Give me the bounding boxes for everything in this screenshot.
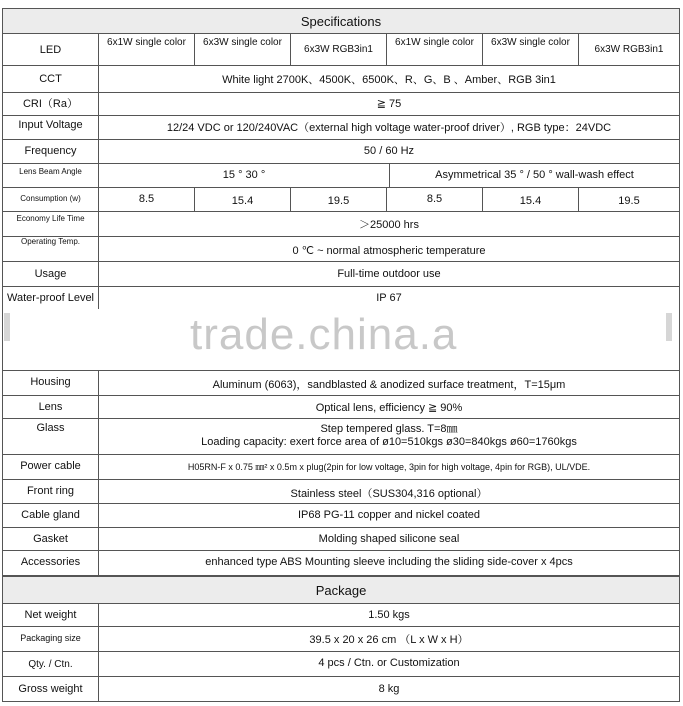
glass-values (99, 419, 679, 454)
consumption-row (2, 188, 680, 212)
accessories-label: Accessories (3, 551, 99, 575)
qty-label: Qty. / Ctn. (3, 652, 99, 676)
led-label: LED (3, 34, 99, 65)
consumption-value-5: 15.4 (483, 188, 579, 211)
package-header (2, 576, 680, 604)
watermark: trade.china.a (190, 310, 458, 359)
watermark-mark-left (4, 313, 10, 341)
cri-row (2, 93, 680, 116)
life-row (2, 212, 680, 237)
qty-value: 4 pcs / Ctn. or Customization (318, 657, 460, 669)
lens-value: Optical lens, efficiency ≧ 90% (315, 402, 463, 414)
beam-asymmetrical: Asymmetrical 35 ° / 50 ° wall-wash effect (435, 169, 634, 181)
consumption-value-2: 15.4 (195, 188, 291, 211)
beam-label: Lens Beam Angle (3, 164, 99, 187)
gland-value: IP68 PG-11 copper and nickel coated (297, 509, 481, 521)
ring-row (2, 480, 680, 504)
net-weight-label: Net weight (3, 604, 99, 626)
accessories-row (2, 551, 680, 576)
led-col-2: 6x3W single color (195, 34, 291, 65)
usage-value: Full-time outdoor use (337, 268, 441, 280)
glass-label: Glass (3, 419, 99, 454)
gland-row (2, 504, 680, 528)
housing-value: Aluminum (6063)，sandblasted & anodized surface treatment，T=15μm (212, 379, 566, 391)
usage-row (2, 262, 680, 287)
cable-label: Power cable (3, 455, 99, 479)
consumption-value-6: 19.5 (618, 195, 640, 207)
consumption-value-1: 8.5 (99, 188, 195, 211)
cct-row (2, 66, 680, 93)
led-col-6: 6x3W RGB3in1 (594, 44, 664, 55)
packaging-size-label: Packaging size (3, 627, 99, 651)
housing-label: Housing (3, 371, 99, 395)
led-col-5: 6x3W single color (483, 34, 579, 65)
led-col-4: 6x1W single color (387, 34, 483, 65)
temp-row (2, 237, 680, 262)
led-col-3: 6x3W RGB3in1 (291, 34, 387, 65)
watermark-mark-right (666, 313, 672, 341)
gross-weight-label: Gross weight (3, 677, 99, 701)
voltage-value: 12/24 VDC or 120/240VAC（external high voltage water-proof driver）, RGB type：24VDC (166, 122, 612, 134)
cri-label: CRI（Ra） (3, 93, 99, 115)
package-title: Package (315, 582, 367, 598)
waterproof-row (2, 287, 680, 371)
led-cells (99, 34, 679, 65)
cable-value: H05RN-F x 0.75 ㎜² x 0.5m x plug(2pin for low voltage, 3pin for high voltage, 4pin for RGB), UL/VDE. (187, 462, 591, 472)
ring-value: Stainless steel（SUS304,316 optional） (290, 488, 488, 500)
packaging-size-row (2, 627, 680, 652)
packaging-size-value: 39.5 x 20 x 26 cm （L x W x H） (309, 634, 469, 646)
led-col-1: 6x1W single color (99, 34, 195, 65)
qty-row (2, 652, 680, 677)
gasket-value: Molding shaped silicone seal (318, 533, 460, 545)
cct-label: CCT (3, 66, 99, 92)
housing-row (2, 371, 680, 396)
glass-thickness: Step tempered glass. T=8㎜ (320, 423, 458, 435)
frequency-row (2, 140, 680, 164)
cri-value: ≧ 75 (376, 98, 402, 110)
lens-row (2, 396, 680, 419)
temp-value: 0 ℃ ~ normal atmospheric temperature (292, 245, 486, 257)
consumption-value-3: 19.5 (291, 188, 387, 211)
net-weight-row (2, 604, 680, 627)
cct-value: White light 2700K、4500K、6500K、R、G、B 、Amber、RGB 3in1 (222, 74, 556, 86)
led-row (2, 34, 680, 66)
beam-row (2, 164, 680, 188)
life-label: Economy Life Time (3, 212, 99, 236)
net-weight-value: 1.50 kgs (368, 609, 410, 621)
accessories-value: enhanced type ABS Mounting sleeve including the sliding side-cover x 4pcs (205, 556, 573, 568)
gasket-row (2, 528, 680, 551)
specifications-header (2, 8, 680, 34)
temp-label: Operating Temp. (3, 237, 99, 261)
glass-loading: Loading capacity: exert force area of ø10=510kgs ø30=840kgs ø60=1760kgs (201, 436, 577, 448)
cable-row (2, 455, 680, 480)
gross-weight-row (2, 677, 680, 702)
usage-label: Usage (3, 262, 99, 286)
specifications-title: Specifications (300, 13, 382, 29)
frequency-value: 50 / 60 Hz (363, 145, 415, 157)
consumption-cells (99, 188, 679, 211)
glass-row (2, 419, 680, 455)
life-value: ＞25000 hrs (359, 219, 419, 231)
waterproof-label: Water-proof Level (3, 287, 99, 309)
waterproof-value: IP 67 (376, 292, 402, 304)
beam-standard: 15 ° 30 ° (99, 164, 390, 187)
voltage-row (2, 116, 680, 140)
lens-label: Lens (3, 396, 99, 418)
consumption-value-4: 8.5 (387, 188, 483, 211)
ring-label: Front ring (3, 480, 99, 503)
gland-label: Cable gland (3, 504, 99, 527)
voltage-label: Input Voltage (3, 116, 99, 139)
frequency-label: Frequency (3, 140, 99, 163)
gross-weight-value: 8 kg (378, 683, 400, 695)
gasket-label: Gasket (3, 528, 99, 550)
beam-values (99, 164, 679, 187)
consumption-label: Consumption (w) (3, 188, 99, 211)
